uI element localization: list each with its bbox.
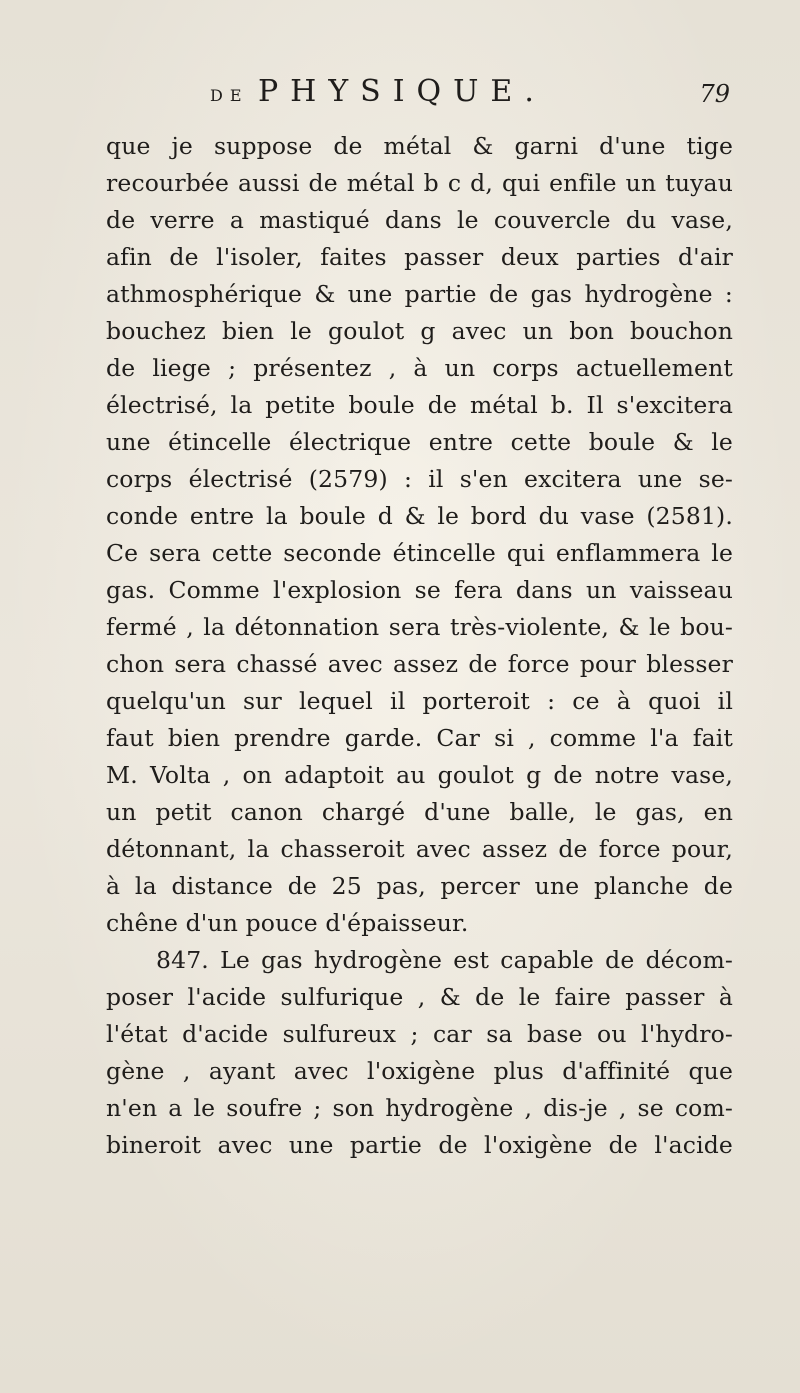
text-line: chon sera chassé avec assez de force pour blesser xyxy=(106,650,733,678)
text-line: de verre a mastiqué dans le couvercle du vase, xyxy=(106,206,733,234)
text-line: détonnant, la chasseroit avec assez de force pour, xyxy=(106,835,733,863)
text-line: afin de l'isoler, faites passer deux parties d'air xyxy=(106,243,733,271)
text-line: un petit canon chargé d'une balle, le gas, en xyxy=(106,798,733,826)
text-line: conde entre la boule d & le bord du vase (2581). xyxy=(106,502,733,530)
text-line: de liege ; présentez , à un corps actuellement xyxy=(106,354,733,382)
text-line: gène , ayant avec l'oxigène plus d'affinité que xyxy=(106,1057,733,1085)
text-line: bineroit avec une partie de l'oxigène de l'acide xyxy=(106,1131,733,1159)
paragraph-start-line: 847. Le gas hydrogène est capable de décom- xyxy=(156,946,733,974)
text-line: corps électrisé (2579) : il s'en excitera une se- xyxy=(106,465,733,493)
text-line: l'état d'acide sulfureux ; car sa base ou l'hydro- xyxy=(106,1020,733,1048)
running-header xyxy=(210,74,730,114)
text-line: bouchez bien le goulot g avec un bon bouchon xyxy=(106,317,733,345)
text-line: athmosphérique & une partie de gas hydrogène : xyxy=(106,280,733,308)
text-line: que je suppose de métal & garni d'une tige xyxy=(106,132,733,160)
page-number: 79 xyxy=(699,80,730,108)
text-line: à la distance de 25 pas, percer une planche de xyxy=(106,872,733,900)
text-line: électrisé, la petite boule de métal b. Il s'excitera xyxy=(106,391,733,419)
text-line: faut bien prendre garde. Car si , comme l'a fait xyxy=(106,724,733,752)
text-line: une étincelle électrique entre cette boule & le xyxy=(106,428,733,456)
text-line: gas. Comme l'explosion se fera dans un vaisseau xyxy=(106,576,733,604)
text-line: M. Volta , on adaptoit au goulot g de notre vase, xyxy=(106,761,733,789)
body-text xyxy=(106,128,733,1164)
text-line: recourbée aussi de métal b c d, qui enfile un tuyau xyxy=(106,169,733,197)
header-title: PHYSIQUE. xyxy=(258,74,546,109)
text-line: chêne d'un pouce d'épaisseur. xyxy=(106,909,469,937)
header-prefix: DE xyxy=(210,86,249,105)
text-line: Ce sera cette seconde étincelle qui enflammera le xyxy=(106,539,733,567)
text-line: fermé , la détonnation sera très-violente, & le bou- xyxy=(106,613,733,641)
text-line: n'en a le soufre ; son hydrogène , dis-je , se com- xyxy=(106,1094,733,1122)
text-line: poser l'acide sulfurique , & de le faire passer à xyxy=(106,983,733,1011)
text-line: quelqu'un sur lequel il porteroit : ce à quoi il xyxy=(106,687,733,715)
